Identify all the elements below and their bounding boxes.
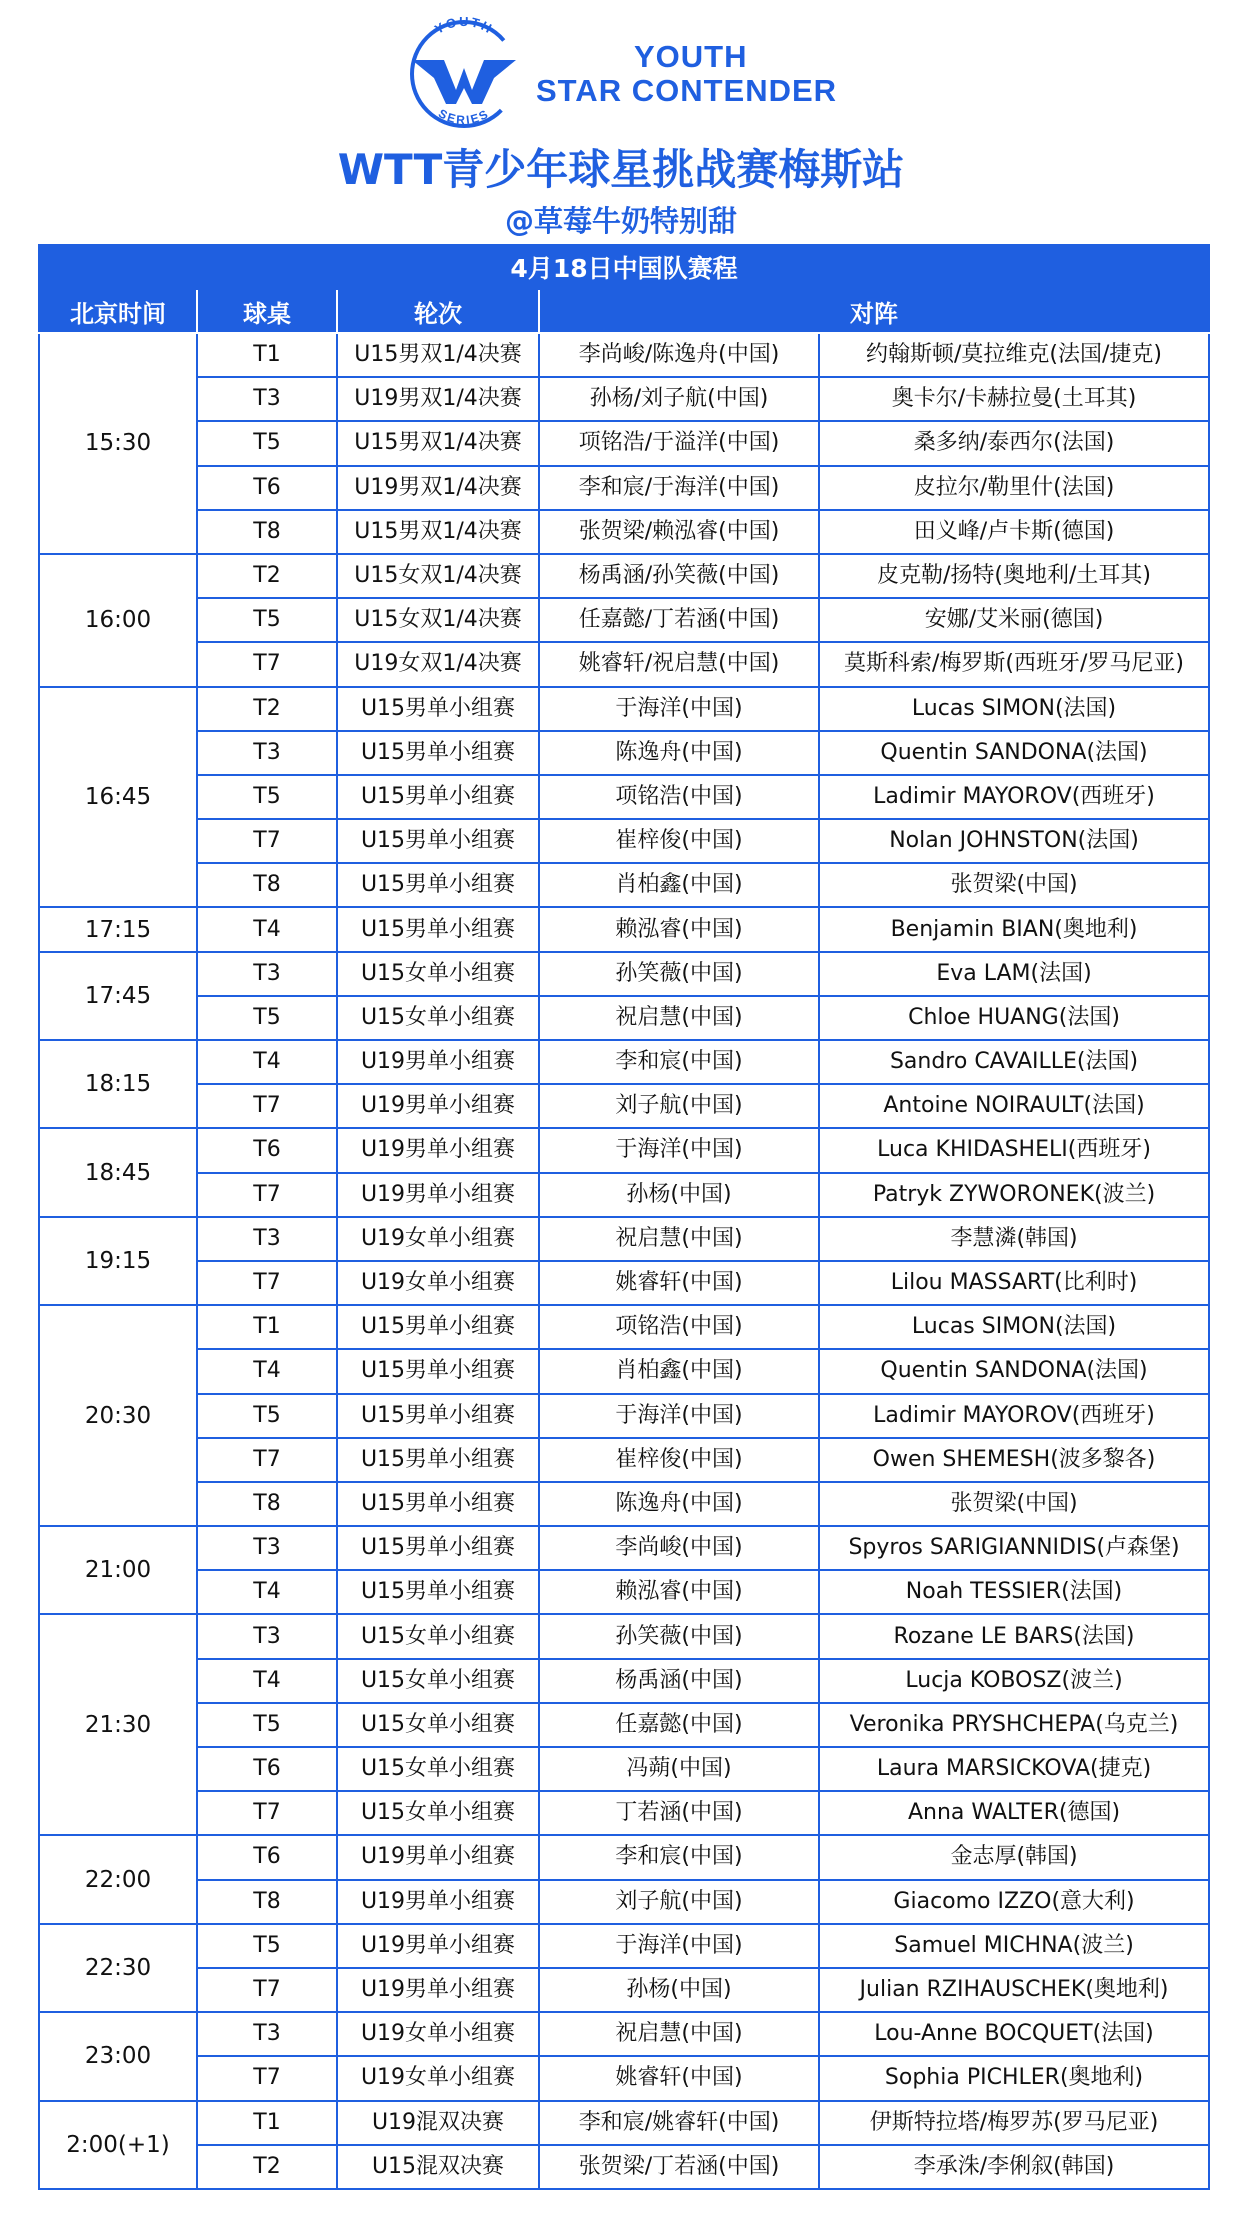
round-cell: U19男单小组赛: [337, 1173, 539, 1217]
chinese-player-cell: 于海洋(中国): [539, 1924, 819, 1968]
schedule-table: [38, 244, 1210, 2190]
opponent-cell: Quentin SANDONA(法国): [819, 1349, 1209, 1393]
table-row: [39, 642, 1209, 686]
round-cell: U19男双1/4决赛: [337, 466, 539, 510]
opponent-cell: 田义峰/卢卡斯(德国): [819, 510, 1209, 554]
table-no-cell: T5: [197, 1394, 337, 1438]
table-no-cell: T7: [197, 1173, 337, 1217]
opponent-cell: Giacomo IZZO(意大利): [819, 1880, 1209, 1924]
table-no-cell: T1: [197, 1305, 337, 1349]
opponent-cell: 桑多纳/泰西尔(法国): [819, 421, 1209, 465]
table-no-cell: T5: [197, 1703, 337, 1747]
table-row: [39, 1526, 1209, 1570]
table-row: [39, 1394, 1209, 1438]
table-no-cell: T7: [197, 642, 337, 686]
table-row: [39, 1747, 1209, 1791]
table-row: [39, 466, 1209, 510]
table-no-cell: T7: [197, 2056, 337, 2100]
round-cell: U19男单小组赛: [337, 1084, 539, 1128]
opponent-cell: 奥卡尔/卡赫拉曼(土耳其): [819, 377, 1209, 421]
opponent-cell: Lucas SIMON(法国): [819, 1305, 1209, 1349]
time-cell: 19:15: [39, 1217, 197, 1305]
chinese-player-cell: 李和宸(中国): [539, 1040, 819, 1084]
chinese-player-cell: 姚睿轩/祝启慧(中国): [539, 642, 819, 686]
time-cell: 23:00: [39, 2012, 197, 2100]
time-cell: 21:30: [39, 1614, 197, 1835]
table-row: [39, 1880, 1209, 1924]
chinese-player-cell: 崔梓俊(中国): [539, 819, 819, 863]
time-cell: 18:45: [39, 1128, 197, 1216]
brand-line-2: STAR CONTENDER: [536, 73, 838, 108]
table-no-cell: T3: [197, 1614, 337, 1658]
table-no-cell: T4: [197, 907, 337, 951]
round-cell: U19混双决赛: [337, 2101, 539, 2145]
table-row: [39, 775, 1209, 819]
table-no-cell: T7: [197, 1791, 337, 1835]
chinese-player-cell: 孙杨/刘子航(中国): [539, 377, 819, 421]
round-cell: U19女单小组赛: [337, 1217, 539, 1261]
brand-wordmark: [536, 40, 837, 108]
chinese-player-cell: 张贺梁/丁若涵(中国): [539, 2145, 819, 2189]
table-no-cell: T7: [197, 1084, 337, 1128]
chinese-player-cell: 赖泓睿(中国): [539, 907, 819, 951]
opponent-cell: Lou-Anne BOCQUET(法国): [819, 2012, 1209, 2056]
round-cell: U19女单小组赛: [337, 2056, 539, 2100]
opponent-cell: 张贺梁(中国): [819, 863, 1209, 907]
opponent-cell: Laura MARSICKOVA(捷克): [819, 1747, 1209, 1791]
table-no-cell: T8: [197, 863, 337, 907]
chinese-player-cell: 陈逸舟(中国): [539, 1482, 819, 1526]
logo-ring-top-text: YOUTH: [432, 13, 496, 37]
round-cell: U15女单小组赛: [337, 1747, 539, 1791]
table-row: [39, 2101, 1209, 2145]
round-cell: U19女双1/4决赛: [337, 642, 539, 686]
opponent-cell: Lucja KOBOSZ(波兰): [819, 1659, 1209, 1703]
opponent-cell: Nolan JOHNSTON(法国): [819, 819, 1209, 863]
author-handle: @草莓牛奶特别甜: [504, 204, 737, 238]
page-title: WTT青少年球星挑战赛梅斯站: [337, 145, 905, 194]
round-cell: U15女单小组赛: [337, 1703, 539, 1747]
opponent-cell: 皮克勒/扬特(奥地利/土耳其): [819, 554, 1209, 598]
time-cell: 18:15: [39, 1040, 197, 1128]
opponent-cell: Sophia PICHLER(奥地利): [819, 2056, 1209, 2100]
opponent-cell: 皮拉尔/勒里什(法国): [819, 466, 1209, 510]
chinese-player-cell: 冯蒴(中国): [539, 1747, 819, 1791]
logo-ring-bottom-text: SERIES: [436, 106, 492, 128]
table-row: [39, 1305, 1209, 1349]
chinese-player-cell: 姚睿轩(中国): [539, 1261, 819, 1305]
round-cell: U15男单小组赛: [337, 731, 539, 775]
chinese-player-cell: 李尚峻/陈逸舟(中国): [539, 333, 819, 377]
table-no-cell: T5: [197, 775, 337, 819]
chinese-player-cell: 刘子航(中国): [539, 1880, 819, 1924]
opponent-cell: Patryk ZYWORONEK(波兰): [819, 1173, 1209, 1217]
table-row: [39, 1570, 1209, 1614]
table-row: [39, 996, 1209, 1040]
schedule-body: [39, 333, 1209, 2189]
chinese-player-cell: 肖柏鑫(中国): [539, 863, 819, 907]
table-no-cell: T5: [197, 421, 337, 465]
table-row: [39, 421, 1209, 465]
chinese-player-cell: 杨禹涵/孙笑薇(中国): [539, 554, 819, 598]
chinese-player-cell: 孙笑薇(中国): [539, 1614, 819, 1658]
header-time: 北京时间: [39, 289, 197, 333]
chinese-player-cell: 祝启慧(中国): [539, 2012, 819, 2056]
chinese-player-cell: 张贺梁/赖泓睿(中国): [539, 510, 819, 554]
round-cell: U15男单小组赛: [337, 1482, 539, 1526]
round-cell: U15男单小组赛: [337, 1526, 539, 1570]
opponent-cell: Julian RZIHAUSCHEK(奥地利): [819, 1968, 1209, 2012]
table-row: [39, 1968, 1209, 2012]
chinese-player-cell: 李尚峻(中国): [539, 1526, 819, 1570]
header-round: 轮次: [337, 289, 539, 333]
table-row: [39, 377, 1209, 421]
round-cell: U15男双1/4决赛: [337, 333, 539, 377]
table-row: [39, 2012, 1209, 2056]
table-no-cell: T3: [197, 952, 337, 996]
opponent-cell: Lucas SIMON(法国): [819, 687, 1209, 731]
chinese-player-cell: 孙杨(中国): [539, 1173, 819, 1217]
wtt-logo-icon: [398, 8, 530, 128]
round-cell: U19男单小组赛: [337, 1835, 539, 1879]
table-no-cell: T1: [197, 2101, 337, 2145]
opponent-cell: Noah TESSIER(法国): [819, 1570, 1209, 1614]
opponent-cell: Luca KHIDASHELI(西班牙): [819, 1128, 1209, 1172]
table-row: [39, 1084, 1209, 1128]
table-row: [39, 1791, 1209, 1835]
table-no-cell: T2: [197, 554, 337, 598]
table-no-cell: T1: [197, 333, 337, 377]
table-row: [39, 863, 1209, 907]
time-cell: 2:00(+1): [39, 2101, 197, 2189]
table-no-cell: T3: [197, 2012, 337, 2056]
chinese-player-cell: 孙笑薇(中国): [539, 952, 819, 996]
table-no-cell: T7: [197, 1261, 337, 1305]
table-row: [39, 510, 1209, 554]
chinese-player-cell: 刘子航(中国): [539, 1084, 819, 1128]
opponent-cell: Anna WALTER(德国): [819, 1791, 1209, 1835]
chinese-player-cell: 陈逸舟(中国): [539, 731, 819, 775]
table-row: [39, 1614, 1209, 1658]
chinese-player-cell: 项铭浩(中国): [539, 775, 819, 819]
round-cell: U15男单小组赛: [337, 819, 539, 863]
opponent-cell: Eva LAM(法国): [819, 952, 1209, 996]
table-row: [39, 1482, 1209, 1526]
opponent-cell: 约翰斯顿/莫拉维克(法国/捷克): [819, 333, 1209, 377]
table-row: [39, 2145, 1209, 2189]
round-cell: U19男单小组赛: [337, 1880, 539, 1924]
time-cell: 17:15: [39, 907, 197, 951]
round-cell: U15男双1/4决赛: [337, 421, 539, 465]
header-matchup: 对阵: [539, 289, 1209, 333]
chinese-player-cell: 李和宸(中国): [539, 1835, 819, 1879]
round-cell: U15女双1/4决赛: [337, 598, 539, 642]
opponent-cell: 李慧潾(韩国): [819, 1217, 1209, 1261]
opponent-cell: Lilou MASSART(比利时): [819, 1261, 1209, 1305]
table-row: [39, 1261, 1209, 1305]
round-cell: U15女单小组赛: [337, 952, 539, 996]
table-banner: 4月18日中国队赛程: [39, 245, 1209, 289]
opponent-cell: Ladimir MAYOROV(西班牙): [819, 1394, 1209, 1438]
chinese-player-cell: 于海洋(中国): [539, 1394, 819, 1438]
table-row: [39, 598, 1209, 642]
table-no-cell: T8: [197, 510, 337, 554]
table-no-cell: T6: [197, 1835, 337, 1879]
round-cell: U19男单小组赛: [337, 1040, 539, 1084]
table-no-cell: T3: [197, 377, 337, 421]
chinese-player-cell: 于海洋(中国): [539, 687, 819, 731]
table-no-cell: T7: [197, 819, 337, 863]
round-cell: U15男单小组赛: [337, 907, 539, 951]
brand-line-1: YOUTH: [634, 39, 748, 74]
chinese-player-cell: 赖泓睿(中国): [539, 1570, 819, 1614]
time-cell: 21:00: [39, 1526, 197, 1614]
table-row: [39, 1438, 1209, 1482]
table-no-cell: T5: [197, 996, 337, 1040]
table-no-cell: T6: [197, 466, 337, 510]
chinese-player-cell: 崔梓俊(中国): [539, 1438, 819, 1482]
round-cell: U15男单小组赛: [337, 1305, 539, 1349]
chinese-player-cell: 任嘉懿/丁若涵(中国): [539, 598, 819, 642]
table-no-cell: T3: [197, 731, 337, 775]
table-row: [39, 1835, 1209, 1879]
round-cell: U15男单小组赛: [337, 687, 539, 731]
round-cell: U15男单小组赛: [337, 863, 539, 907]
schedule-table-container: [38, 244, 1208, 2190]
table-row: [39, 1703, 1209, 1747]
table-no-cell: T8: [197, 1880, 337, 1924]
round-cell: U15女单小组赛: [337, 1614, 539, 1658]
round-cell: U19男单小组赛: [337, 1128, 539, 1172]
table-no-cell: T3: [197, 1217, 337, 1261]
opponent-cell: 伊斯特拉塔/梅罗苏(罗马尼亚): [819, 2101, 1209, 2145]
round-cell: U19男单小组赛: [337, 1924, 539, 1968]
table-no-cell: T2: [197, 2145, 337, 2189]
chinese-player-cell: 杨禹涵(中国): [539, 1659, 819, 1703]
opponent-cell: Quentin SANDONA(法国): [819, 731, 1209, 775]
table-row: [39, 1040, 1209, 1084]
round-cell: U15女单小组赛: [337, 1659, 539, 1703]
round-cell: U15女单小组赛: [337, 996, 539, 1040]
table-no-cell: T3: [197, 1526, 337, 1570]
opponent-cell: Benjamin BIAN(奥地利): [819, 907, 1209, 951]
opponent-cell: Veronika PRYSHCHEPA(乌克兰): [819, 1703, 1209, 1747]
chinese-player-cell: 李和宸/于海洋(中国): [539, 466, 819, 510]
table-row: [39, 731, 1209, 775]
table-no-cell: T8: [197, 1482, 337, 1526]
round-cell: U19男单小组赛: [337, 1968, 539, 2012]
time-cell: 17:45: [39, 952, 197, 1040]
opponent-cell: Spyros SARIGIANNIDIS(卢森堡): [819, 1526, 1209, 1570]
opponent-cell: Owen SHEMESH(波多黎各): [819, 1438, 1209, 1482]
opponent-cell: 李承洙/李俐叙(韩国): [819, 2145, 1209, 2189]
header-table-no: 球桌: [197, 289, 337, 333]
table-no-cell: T6: [197, 1128, 337, 1172]
opponent-cell: Sandro CAVAILLE(法国): [819, 1040, 1209, 1084]
round-cell: U15男单小组赛: [337, 1394, 539, 1438]
chinese-player-cell: 项铭浩/于溢洋(中国): [539, 421, 819, 465]
opponent-cell: Chloe HUANG(法国): [819, 996, 1209, 1040]
round-cell: U15女单小组赛: [337, 1791, 539, 1835]
round-cell: U15男单小组赛: [337, 775, 539, 819]
time-cell: 20:30: [39, 1305, 197, 1526]
table-no-cell: T4: [197, 1040, 337, 1084]
table-row: [39, 1128, 1209, 1172]
chinese-player-cell: 丁若涵(中国): [539, 1791, 819, 1835]
round-cell: U15男单小组赛: [337, 1349, 539, 1393]
opponent-cell: Samuel MICHNA(波兰): [819, 1924, 1209, 1968]
chinese-player-cell: 孙杨(中国): [539, 1968, 819, 2012]
table-no-cell: T6: [197, 1747, 337, 1791]
opponent-cell: 安娜/艾米丽(德国): [819, 598, 1209, 642]
time-cell: 16:45: [39, 687, 197, 908]
chinese-player-cell: 肖柏鑫(中国): [539, 1349, 819, 1393]
table-row: [39, 2056, 1209, 2100]
table-no-cell: T2: [197, 687, 337, 731]
table-row: [39, 952, 1209, 996]
time-cell: 15:30: [39, 333, 197, 554]
opponent-cell: 张贺梁(中国): [819, 1482, 1209, 1526]
round-cell: U15男双1/4决赛: [337, 510, 539, 554]
chinese-player-cell: 项铭浩(中国): [539, 1305, 819, 1349]
chinese-player-cell: 李和宸/姚睿轩(中国): [539, 2101, 819, 2145]
round-cell: U19女单小组赛: [337, 2012, 539, 2056]
round-cell: U19女单小组赛: [337, 1261, 539, 1305]
opponent-cell: 金志厚(韩国): [819, 1835, 1209, 1879]
time-cell: 22:00: [39, 1835, 197, 1923]
table-no-cell: T4: [197, 1659, 337, 1703]
chinese-player-cell: 任嘉懿(中国): [539, 1703, 819, 1747]
round-cell: U19男双1/4决赛: [337, 377, 539, 421]
time-cell: 16:00: [39, 554, 197, 687]
chinese-player-cell: 祝启慧(中国): [539, 996, 819, 1040]
table-no-cell: T5: [197, 598, 337, 642]
opponent-cell: Antoine NOIRAULT(法国): [819, 1084, 1209, 1128]
table-no-cell: T7: [197, 1968, 337, 2012]
round-cell: U15男单小组赛: [337, 1438, 539, 1482]
svg-text:YOUTH: [432, 14, 496, 37]
table-row: [39, 1173, 1209, 1217]
table-row: [39, 333, 1209, 377]
opponent-cell: Ladimir MAYOROV(西班牙): [819, 775, 1209, 819]
opponent-cell: 莫斯科索/梅罗斯(西班牙/罗马尼亚): [819, 642, 1209, 686]
table-row: [39, 907, 1209, 951]
table-no-cell: T4: [197, 1349, 337, 1393]
chinese-player-cell: 祝启慧(中国): [539, 1217, 819, 1261]
table-row: [39, 1349, 1209, 1393]
round-cell: U15混双决赛: [337, 2145, 539, 2189]
round-cell: U15女双1/4决赛: [337, 554, 539, 598]
header: [0, 0, 1242, 244]
opponent-cell: Rozane LE BARS(法国): [819, 1614, 1209, 1658]
table-row: [39, 819, 1209, 863]
table-row: [39, 1217, 1209, 1261]
chinese-player-cell: 于海洋(中国): [539, 1128, 819, 1172]
time-cell: 22:30: [39, 1924, 197, 2012]
table-no-cell: T5: [197, 1924, 337, 1968]
table-row: [39, 687, 1209, 731]
round-cell: U15男单小组赛: [337, 1570, 539, 1614]
table-row: [39, 1924, 1209, 1968]
table-row: [39, 1659, 1209, 1703]
table-no-cell: T7: [197, 1438, 337, 1482]
table-no-cell: T4: [197, 1570, 337, 1614]
table-row: [39, 554, 1209, 598]
chinese-player-cell: 姚睿轩(中国): [539, 2056, 819, 2100]
